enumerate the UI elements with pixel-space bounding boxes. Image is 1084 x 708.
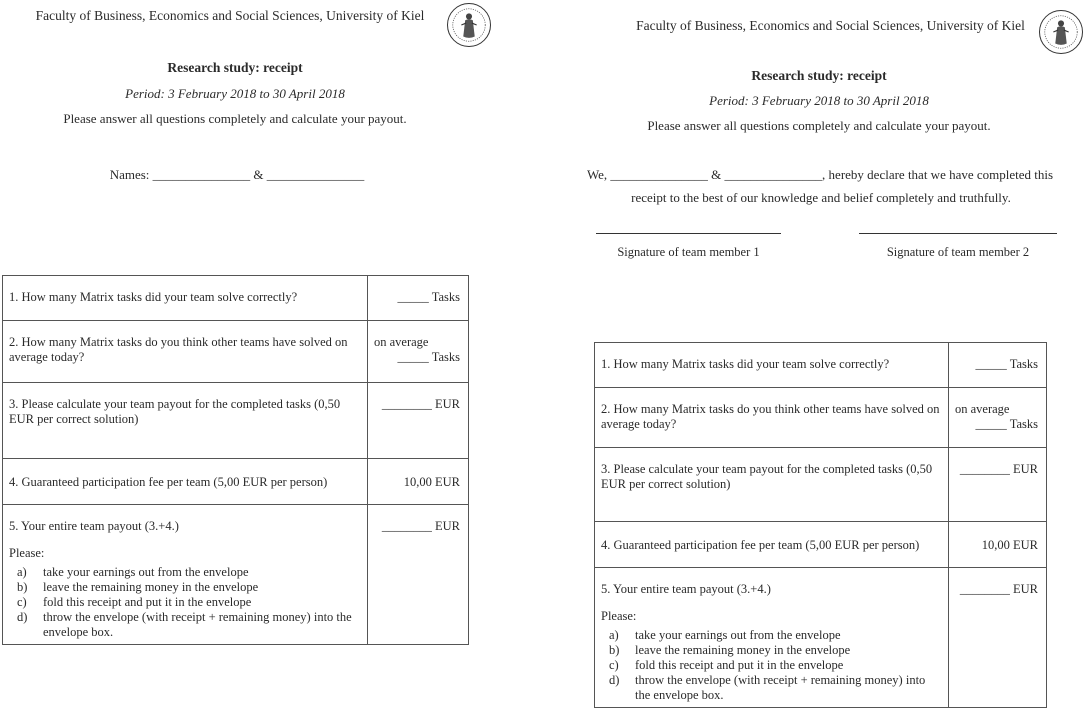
table-row [3,505,469,645]
list-item: c) fold this receipt and put it in the envelope [609,658,844,672]
question-5-text: 5. Your entire team payout (3.+4.) [9,519,179,533]
question-3: 3. Please calculate your team payout for the completed tasks (0,50 EUR per correct solution) [3,383,368,459]
answer-4-value: 10,00 EUR [949,522,1047,568]
answer-2-label: on average [955,402,1010,416]
signature-label-1: Signature of team member 1 [617,245,760,259]
list-item: d) throw the envelope (with receipt + remaining money) into the envelope box. [17,610,352,639]
period-text: Period: 3 February 2018 to 30 April 2018 [125,86,345,101]
list-item: a) take your earnings out from the envelope [17,565,249,579]
question-2: 2. How many Matrix tasks do you think other teams have solved on average today? [3,321,368,383]
table-row [595,343,1047,388]
instruction-text: Please answer all questions completely and calculate your payout. [63,111,407,126]
answer-3-field[interactable]: ________ EUR [949,448,1047,522]
please-label: Please: [9,546,45,560]
answer-3-field[interactable]: ________ EUR [368,383,469,459]
question-4: 4. Guaranteed participation fee per team (5,00 EUR per person) [3,459,368,505]
answer-4-value: 10,00 EUR [368,459,469,505]
instruction-text: Please answer all questions completely and calculate your payout. [647,118,991,133]
names-field[interactable]: Names: _______________ & _______________ [109,167,365,182]
answer-2-field[interactable] [368,321,469,383]
table-row [3,383,469,459]
answer-2-value: _____ Tasks [397,350,460,364]
faculty-header: Faculty of Business, Economics and Social Sciences, University of Kiel [35,8,425,23]
table-row [595,568,1047,708]
answer-2-field[interactable] [949,388,1047,448]
questions-table [2,275,469,645]
list-item: b) leave the remaining money in the envelope [17,580,259,594]
faculty-header: Faculty of Business, Economics and Social Sciences, University of Kiel [636,18,1025,33]
table-row [595,388,1047,448]
signature-line-2[interactable] [859,233,1057,234]
answer-2-value: _____ Tasks [975,417,1038,431]
question-5 [3,505,368,645]
table-row [3,459,469,505]
answer-1-field[interactable]: _____ Tasks [368,276,469,321]
signature-label-2: Signature of team member 2 [886,245,1030,259]
table-row [3,321,469,383]
table-row [595,522,1047,568]
questions-table [594,342,1047,708]
declaration-line-2: receipt to the best of our knowledge and belief completely and truthfully. [631,190,1011,205]
university-seal-icon [447,3,491,47]
question-5-text: 5. Your entire team payout (3.+4.) [601,582,771,596]
signature-line-1[interactable] [596,233,781,234]
answer-5-field[interactable]: ________ EUR [949,568,1047,708]
question-5 [595,568,949,708]
list-item: c) fold this receipt and put it in the envelope [17,595,252,609]
table-row [595,448,1047,522]
list-item: d) throw the envelope (with receipt + remaining money) into the envelope box. [609,673,926,702]
receipt-form-right [544,0,1084,704]
answer-1-field[interactable]: _____ Tasks [949,343,1047,388]
answer-2-label: on average [374,335,429,349]
declaration-line-1[interactable]: We, _______________ & _______________, hereby declare that we have completed this [586,167,1054,182]
question-1: 1. How many Matrix tasks did your team solve correctly? [595,343,949,388]
question-1: 1. How many Matrix tasks did your team solve correctly? [3,276,368,321]
form-title: Research study: receipt [751,68,887,83]
please-label: Please: [601,609,637,623]
list-item: b) leave the remaining money in the envelope [609,643,851,657]
steps-list [9,565,361,640]
period-text: Period: 3 February 2018 to 30 April 2018 [709,93,929,108]
question-4: 4. Guaranteed participation fee per team (5,00 EUR per person) [595,522,949,568]
answer-5-field[interactable]: ________ EUR [368,505,469,645]
university-seal-icon [1039,10,1083,54]
receipt-form-left [0,0,540,704]
question-2: 2. How many Matrix tasks do you think other teams have solved on average today? [595,388,949,448]
question-3: 3. Please calculate your team payout for the completed tasks (0,50 EUR per correct solution) [595,448,949,522]
steps-list [601,628,942,703]
table-row [3,276,469,321]
form-title: Research study: receipt [167,60,303,75]
list-item: a) take your earnings out from the envelope [609,628,841,642]
